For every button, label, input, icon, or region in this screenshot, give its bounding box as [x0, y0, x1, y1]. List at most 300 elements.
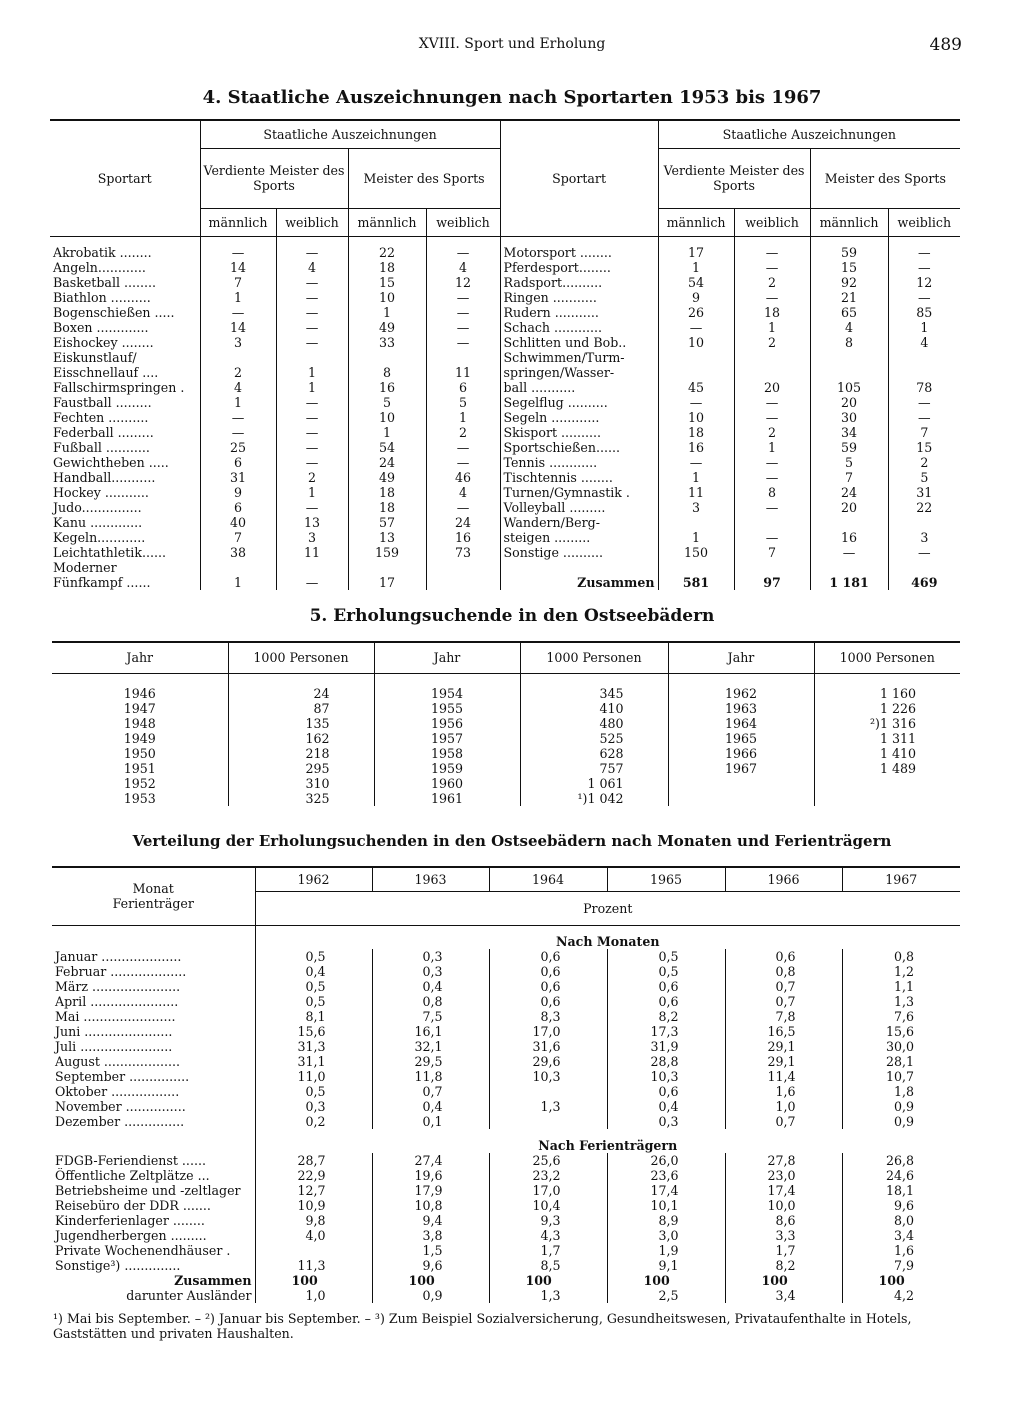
- sport-name: Gewichtheben .....: [53, 454, 169, 470]
- persons-cell: 525: [520, 731, 668, 746]
- award-value: 20: [734, 380, 810, 395]
- percent-value: 3,4: [842, 1228, 960, 1243]
- sport-name: Segeln ............: [500, 410, 658, 425]
- col-w: weiblich: [276, 208, 348, 236]
- table-row: [52, 716, 960, 731]
- persons-cell: 87: [228, 701, 374, 716]
- award-value: —: [200, 236, 276, 260]
- award-value: —: [276, 275, 348, 290]
- percent-value: 29,1: [725, 1039, 842, 1054]
- table-row: [52, 1213, 960, 1228]
- award-value: —: [734, 470, 810, 485]
- table-row: [52, 1099, 960, 1114]
- table-row: [50, 236, 960, 260]
- award-value: 13: [276, 515, 348, 530]
- col-sportart: Sportart: [50, 120, 200, 236]
- percent-value: 8,2: [725, 1258, 842, 1273]
- award-value: [734, 515, 810, 530]
- sport-name: Rudern ...........: [500, 305, 658, 320]
- total-value: 581: [658, 575, 734, 590]
- total-value: 100: [489, 1273, 607, 1288]
- percent-value: 0,9: [372, 1288, 489, 1303]
- table-row: [52, 964, 960, 979]
- percent-value: 8,1: [255, 1009, 372, 1024]
- award-value: 7: [810, 470, 888, 485]
- sport-name: Biathlon ..........: [53, 289, 151, 305]
- section-row: [52, 925, 960, 949]
- award-value: 18: [348, 260, 426, 275]
- persons-cell: 757: [520, 761, 668, 776]
- percent-value: 16,1: [372, 1024, 489, 1039]
- award-value: 16: [348, 380, 426, 395]
- sport-name: Fechten ..........: [53, 409, 149, 425]
- col-personen: 1000 Personen: [814, 642, 960, 673]
- table-row: [52, 1228, 960, 1243]
- award-value: 1: [348, 425, 426, 440]
- percent-value: 8,0: [842, 1213, 960, 1228]
- award-value: [200, 560, 276, 575]
- award-value: 17: [348, 575, 426, 590]
- award-value: —: [888, 410, 960, 425]
- percent-value: 1,6: [842, 1243, 960, 1258]
- percent-value: 3,0: [607, 1228, 725, 1243]
- percent-value: 0,5: [607, 949, 725, 964]
- row-label: Mai .......................: [55, 1009, 176, 1024]
- persons-cell: [814, 776, 960, 791]
- award-value: [810, 350, 888, 365]
- award-value: 11: [276, 545, 348, 560]
- percent-value: 0,9: [842, 1099, 960, 1114]
- sport-name: Radsport..........: [500, 275, 658, 290]
- percent-value: 32,1: [372, 1039, 489, 1054]
- award-value: 15: [888, 440, 960, 455]
- award-value: 5: [348, 395, 426, 410]
- col-jahr: Jahr: [126, 650, 154, 666]
- row-label: August ...................: [55, 1054, 180, 1069]
- year-cell: 1957: [374, 731, 520, 746]
- sport-name: Boxen .............: [53, 319, 149, 335]
- percent-value: 0,6: [489, 949, 607, 964]
- percent-value: 26,8: [842, 1153, 960, 1168]
- award-value: [888, 515, 960, 530]
- total-label: Zusammen: [174, 1273, 252, 1288]
- col-w: weiblich: [734, 208, 810, 236]
- award-value: 3: [888, 530, 960, 545]
- persons-cell: 345: [520, 686, 668, 701]
- percent-value: 0,1: [372, 1114, 489, 1129]
- award-value: 22: [888, 500, 960, 515]
- percent-value: 0,5: [607, 964, 725, 979]
- row-label: Jugendherbergen .........: [55, 1228, 207, 1243]
- award-value: —: [276, 440, 348, 455]
- percent-value: 28,7: [255, 1153, 372, 1168]
- sport-name: Pferdesport........: [500, 260, 658, 275]
- award-value: 1: [200, 290, 276, 305]
- percent-value: 7,8: [725, 1009, 842, 1024]
- award-value: [658, 560, 734, 575]
- table-row: [52, 746, 960, 761]
- award-value: 11: [426, 365, 500, 380]
- row-label: Januar ....................: [55, 949, 182, 964]
- sport-name: Fußball ...........: [53, 439, 150, 455]
- visitors-table: [52, 641, 960, 806]
- table-row: [50, 290, 960, 305]
- award-value: —: [276, 410, 348, 425]
- award-value: 8: [734, 485, 810, 500]
- award-value: 7: [888, 425, 960, 440]
- table-row: [52, 1069, 960, 1084]
- percent-value: 4,2: [842, 1288, 960, 1303]
- sport-name: steigen .........: [500, 530, 658, 545]
- col-prozent: Prozent: [255, 891, 960, 925]
- award-value: 1: [734, 320, 810, 335]
- percent-value: 0,6: [607, 979, 725, 994]
- award-value: 57: [348, 515, 426, 530]
- award-value: —: [888, 290, 960, 305]
- award-value: 16: [810, 530, 888, 545]
- year-cell: 1946: [123, 686, 156, 701]
- award-value: —: [276, 335, 348, 350]
- table-row: [50, 350, 960, 365]
- table-row: [50, 410, 960, 425]
- award-value: —: [276, 425, 348, 440]
- percent-value: 1,3: [842, 994, 960, 1009]
- row-label: Private Wochenendhäuser .: [55, 1243, 231, 1258]
- sport-name: Moderner: [53, 559, 117, 575]
- percent-value: 1,1: [842, 979, 960, 994]
- sport-name: Skisport ..........: [500, 425, 658, 440]
- percent-value: 0,7: [725, 1114, 842, 1129]
- award-value: 65: [810, 305, 888, 320]
- percent-value: 9,1: [607, 1258, 725, 1273]
- award-value: [658, 515, 734, 530]
- percent-value: 28,1: [842, 1054, 960, 1069]
- footnotes: ¹) Mai bis September. – ²) Januar bis September. – ³) Zum Beispiel Sozialversicherung, Gesundheitswesen, Privataufenthalte in Hotels, Gaststätten und privaten Haushalten.: [53, 1311, 912, 1341]
- percent-value: 26,0: [607, 1153, 725, 1168]
- award-value: —: [276, 305, 348, 320]
- row-label: Oktober .................: [55, 1084, 180, 1099]
- award-value: 1: [888, 320, 960, 335]
- award-value: 49: [348, 320, 426, 335]
- award-value: —: [734, 410, 810, 425]
- award-value: [734, 560, 810, 575]
- percent-value: 24,6: [842, 1168, 960, 1183]
- table-row: [50, 455, 960, 470]
- award-value: 1: [734, 440, 810, 455]
- award-value: 34: [810, 425, 888, 440]
- table-row: [50, 515, 960, 530]
- sport-name: Fünfkampf ......: [53, 574, 151, 590]
- percent-value: 31,9: [607, 1039, 725, 1054]
- award-value: 78: [888, 380, 960, 395]
- award-value: [276, 350, 348, 365]
- award-value: 3: [276, 530, 348, 545]
- award-value: 10: [348, 410, 426, 425]
- percent-value: 1,3: [489, 1099, 607, 1114]
- award-value: [200, 350, 276, 365]
- percent-value: 17,0: [489, 1183, 607, 1198]
- percent-value: 17,4: [607, 1183, 725, 1198]
- year-cell: 1949: [123, 731, 156, 746]
- row-label: Sonstige³) ..............: [55, 1258, 181, 1273]
- percent-value: 29,6: [489, 1054, 607, 1069]
- row-label: Juni ......................: [55, 1024, 173, 1039]
- award-value: [426, 560, 500, 575]
- table6-title: Verteilung der Erholungsuchenden in den Ostseebädern nach Monaten und Ferienträgern: [132, 832, 892, 850]
- total-value: 1 181: [810, 575, 888, 590]
- year-cell: 1948: [123, 716, 156, 731]
- col-m: männlich: [658, 208, 734, 236]
- row-label: September ...............: [55, 1069, 190, 1084]
- percent-value: 22,9: [255, 1168, 372, 1183]
- percent-value: 1,6: [725, 1084, 842, 1099]
- col-monat: [52, 867, 255, 925]
- award-value: —: [734, 236, 810, 260]
- percent-value: 10,3: [489, 1069, 607, 1084]
- percent-value: 0,3: [255, 1099, 372, 1114]
- persons-cell: 135: [228, 716, 374, 731]
- percent-value: 1,7: [489, 1243, 607, 1258]
- table-row: [50, 560, 960, 575]
- percent-value: 16,5: [725, 1024, 842, 1039]
- table-row: [52, 1024, 960, 1039]
- sport-name: Eiskunstlauf/: [53, 349, 137, 365]
- percent-value: [489, 1084, 607, 1099]
- year-cell: 1947: [123, 701, 156, 716]
- table-row: [50, 575, 960, 590]
- award-value: 24: [426, 515, 500, 530]
- award-value: —: [426, 455, 500, 470]
- award-value: 1: [348, 305, 426, 320]
- award-value: 1: [658, 260, 734, 275]
- percent-value: 10,9: [255, 1198, 372, 1213]
- award-value: 150: [658, 545, 734, 560]
- running-header: [0, 36, 1024, 58]
- percent-value: 29,1: [725, 1054, 842, 1069]
- sport-name: Tennis ............: [500, 455, 658, 470]
- sport-name: Eisschnellauf ....: [53, 364, 159, 380]
- sport-name: Sportschießen......: [500, 440, 658, 455]
- col-year: 1963: [372, 867, 489, 891]
- percent-value: 10,0: [725, 1198, 842, 1213]
- award-value: 54: [348, 440, 426, 455]
- award-value: —: [426, 305, 500, 320]
- percent-value: 8,6: [725, 1213, 842, 1228]
- award-value: 2: [276, 470, 348, 485]
- percent-value: 7,6: [842, 1009, 960, 1024]
- award-value: 6: [200, 500, 276, 515]
- table-row: [50, 335, 960, 350]
- award-value: 9: [658, 290, 734, 305]
- sport-name: Judo...............: [53, 499, 142, 515]
- award-value: 85: [888, 305, 960, 320]
- year-cell: 1961: [374, 791, 520, 806]
- award-value: —: [426, 335, 500, 350]
- award-value: 2: [734, 425, 810, 440]
- percent-value: 0,6: [725, 949, 842, 964]
- sport-name: springen/Wasser-: [500, 365, 658, 380]
- award-value: —: [426, 500, 500, 515]
- award-value: 2: [888, 455, 960, 470]
- sport-name: Eishockey ........: [53, 334, 154, 350]
- year-cell: 1954: [374, 686, 520, 701]
- award-value: 6: [200, 455, 276, 470]
- percent-value: 27,8: [725, 1153, 842, 1168]
- award-value: 4: [276, 260, 348, 275]
- table-row: [52, 791, 960, 806]
- percent-value: 2,5: [607, 1288, 725, 1303]
- award-value: —: [276, 236, 348, 260]
- awards-table: [50, 119, 960, 590]
- percent-value: 11,0: [255, 1069, 372, 1084]
- award-value: —: [888, 545, 960, 560]
- table-row: [50, 545, 960, 560]
- award-value: 73: [426, 545, 500, 560]
- sport-name: ball ...........: [500, 380, 658, 395]
- persons-cell: 1 311: [814, 731, 960, 746]
- award-value: 10: [658, 410, 734, 425]
- table-row: [52, 701, 960, 716]
- year-cell: 1958: [374, 746, 520, 761]
- percent-value: 31,3: [255, 1039, 372, 1054]
- percent-value: [489, 1114, 607, 1129]
- percent-value: 10,8: [372, 1198, 489, 1213]
- percent-value: 23,2: [489, 1168, 607, 1183]
- section-spacer: [52, 925, 255, 949]
- award-value: 7: [200, 275, 276, 290]
- persons-cell: 325: [228, 791, 374, 806]
- award-value: 46: [426, 470, 500, 485]
- award-value: [348, 350, 426, 365]
- year-cell: 1967: [668, 761, 814, 776]
- award-value: —: [276, 290, 348, 305]
- persons-cell: 295: [228, 761, 374, 776]
- percent-value: 23,0: [725, 1168, 842, 1183]
- award-value: 10: [658, 335, 734, 350]
- award-value: —: [888, 260, 960, 275]
- percent-value: 3,4: [725, 1288, 842, 1303]
- year-cell: 1953: [123, 791, 156, 806]
- sport-name: [500, 560, 658, 575]
- col-verdiente-2: [658, 148, 810, 208]
- award-value: [888, 350, 960, 365]
- row-label: April ......................: [55, 994, 179, 1009]
- percent-value: 10,7: [842, 1069, 960, 1084]
- persons-cell: 410: [520, 701, 668, 716]
- percent-value: 7,5: [372, 1009, 489, 1024]
- table-row: [50, 260, 960, 275]
- persons-cell: 628: [520, 746, 668, 761]
- award-value: [810, 515, 888, 530]
- award-value: 17: [658, 236, 734, 260]
- percent-value: 28,8: [607, 1054, 725, 1069]
- award-value: —: [734, 395, 810, 410]
- percent-value: 1,8: [842, 1084, 960, 1099]
- award-value: [426, 575, 500, 590]
- award-value: 6: [426, 380, 500, 395]
- award-value: 2: [200, 365, 276, 380]
- award-value: [810, 365, 888, 380]
- year-cell: 1955: [374, 701, 520, 716]
- section-spacer: [52, 1129, 255, 1153]
- percent-value: 8,9: [607, 1213, 725, 1228]
- col-monat-label: Monat: [132, 881, 174, 897]
- percent-value: 0,6: [607, 994, 725, 1009]
- persons-cell: ²)1 316: [814, 716, 960, 731]
- award-value: 24: [348, 455, 426, 470]
- percent-value: 0,4: [372, 979, 489, 994]
- award-value: —: [426, 290, 500, 305]
- award-value: [888, 560, 960, 575]
- table-row: [52, 686, 960, 701]
- award-value: —: [426, 440, 500, 455]
- table-row: [50, 365, 960, 380]
- col-m: männlich: [810, 208, 888, 236]
- col-year: 1962: [255, 867, 372, 891]
- award-value: —: [200, 305, 276, 320]
- award-value: 20: [810, 500, 888, 515]
- table-row: [50, 485, 960, 500]
- table-row: [52, 731, 960, 746]
- col-year: 1964: [489, 867, 607, 891]
- award-value: 18: [348, 500, 426, 515]
- row-label: FDGB-Feriendienst ......: [55, 1153, 206, 1168]
- award-value: 12: [888, 275, 960, 290]
- award-value: 1: [658, 470, 734, 485]
- sport-name: Bogenschießen .....: [53, 304, 175, 320]
- award-value: —: [276, 395, 348, 410]
- percent-value: 7,9: [842, 1258, 960, 1273]
- persons-cell: 24: [228, 686, 374, 701]
- percent-value: 23,6: [607, 1168, 725, 1183]
- col-personen: 1000 Personen: [228, 642, 374, 673]
- section-heading: Nach Monaten: [255, 925, 960, 949]
- row-label: Reisebüro der DDR .......: [55, 1198, 211, 1213]
- award-value: [276, 560, 348, 575]
- col-w: weiblich: [888, 208, 960, 236]
- percent-value: 9,6: [842, 1198, 960, 1213]
- award-value: 20: [810, 395, 888, 410]
- award-value: 59: [810, 236, 888, 260]
- year-cell: 1959: [374, 761, 520, 776]
- sport-name: Wandern/Berg-: [500, 515, 658, 530]
- award-value: 15: [348, 275, 426, 290]
- award-value: 159: [348, 545, 426, 560]
- year-cell: [668, 776, 814, 791]
- percent-value: 0,3: [372, 964, 489, 979]
- percent-value: 17,4: [725, 1183, 842, 1198]
- award-value: —: [734, 500, 810, 515]
- percent-value: 11,3: [255, 1258, 372, 1273]
- award-value: 1: [276, 380, 348, 395]
- percent-value: 11,4: [725, 1069, 842, 1084]
- percent-value: 1,2: [842, 964, 960, 979]
- award-value: 11: [658, 485, 734, 500]
- percent-value: 8,5: [489, 1258, 607, 1273]
- persons-cell: 1 489: [814, 761, 960, 776]
- table-row: [50, 530, 960, 545]
- award-value: —: [734, 530, 810, 545]
- award-value: 3: [200, 335, 276, 350]
- percent-value: 0,5: [255, 994, 372, 1009]
- award-value: 5: [426, 395, 500, 410]
- year-cell: 1963: [668, 701, 814, 716]
- persons-cell: 1 061: [520, 776, 668, 791]
- col-m: männlich: [200, 208, 276, 236]
- award-value: —: [810, 545, 888, 560]
- award-value: 30: [810, 410, 888, 425]
- percent-value: 27,4: [372, 1153, 489, 1168]
